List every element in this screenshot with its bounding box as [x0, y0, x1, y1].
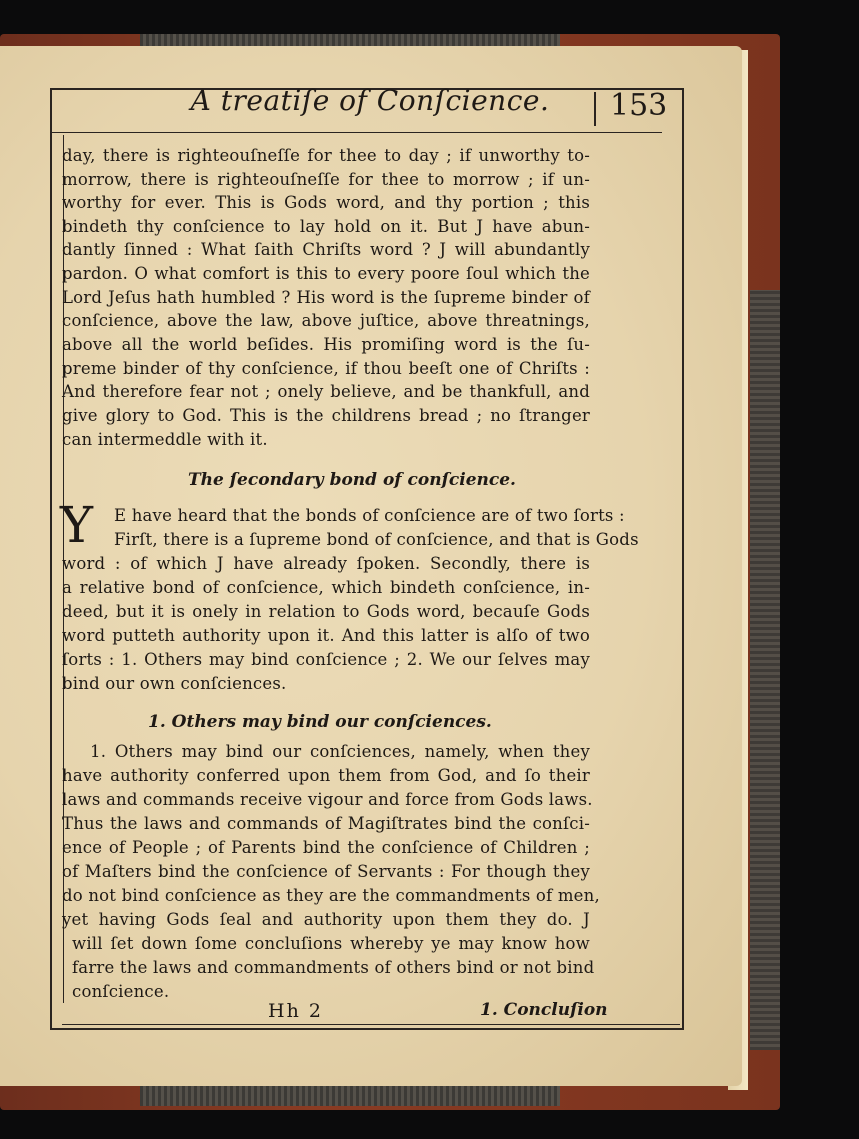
drop-cap: Y [60, 496, 94, 554]
page-number: 153 [610, 88, 668, 123]
book-spine [750, 290, 780, 1050]
text-line: bind our own conſciences. [62, 674, 287, 693]
header-separator [594, 92, 596, 126]
text-line: will ſet down ſome concluſions whereby ye may know how [72, 934, 590, 953]
text-line: morrow, there is righteouſneſſe for thee to morrow ; if un- [62, 170, 590, 189]
section-heading: 1. Others may bind our conſciences. [148, 712, 492, 732]
text-line: word putteth authority upon it. And this latter is alſo of two [62, 626, 590, 645]
text-line: Firſt, there is a ſupreme bond of conſcience, and that is Gods [114, 530, 639, 549]
text-line: dantly ſinned : What ſaith Chriſts word ? J will abundantly [62, 240, 590, 259]
text-line: bindeth thy conſcience to lay hold on it. But J have abun- [62, 217, 590, 236]
text-line: Lord Jeſus hath humbled ? His word is the ſupreme binder of [62, 288, 590, 307]
text-line: worthy for ever. This is Gods word, and thy portion ; this [62, 193, 590, 212]
text-line: give glory to God. This is the childrens bread ; no ſtranger [62, 406, 590, 425]
signature-mark: Hh 2 [268, 1000, 323, 1022]
text-line: can intermeddle with it. [62, 430, 268, 449]
text-line: word : of which J have already ſpoken. Secondly, there is [62, 554, 590, 573]
text-line: yet having Gods ſeal and authority upon them they do. J [62, 910, 590, 929]
text-line: E have heard that the bonds of conſcience are of two ſorts : [114, 506, 625, 525]
text-line: preme binder of thy conſcience, if thou beeſt one of Chriſts : [62, 359, 590, 378]
header-rule [52, 132, 662, 133]
text-line: ſorts : 1. Others may bind conſcience ; 2. We our ſelves may [62, 650, 590, 669]
text-line: day, there is righteouſneſſe for thee to day ; if unworthy to- [62, 146, 590, 165]
catchword [480, 1000, 608, 1020]
text-line: conſcience, above the law, above juſtice, above threatnings, [62, 311, 590, 330]
text-line: deed, but it is onely in relation to Gods word, becauſe Gods [62, 602, 590, 621]
text-line: laws and commands receive vigour and force from Gods laws. [62, 790, 593, 809]
catchword-text: 1. Concluſion [480, 1000, 608, 1020]
text-line: 1. Others may bind our conſciences, namely, when they [90, 742, 590, 761]
text-line: above all the world beſides. His promiſing word is the ſu- [62, 335, 590, 354]
text-line: have authority conferred upon them from God, and ſo their [62, 766, 590, 785]
text-line: conſcience. [72, 982, 170, 1001]
text-line: do not bind conſcience as they are the commandments of men, [62, 886, 600, 905]
text-line: And therefore fear not ; onely believe, and be thankfull, and [62, 382, 590, 401]
text-line: a relative bond of conſcience, which bindeth conſcience, in- [62, 578, 590, 597]
text-line: of Maſters bind the conſcience of Servants : For though they [62, 862, 590, 881]
binding-cloth-bottom [140, 1086, 560, 1106]
text-line: ence of People ; of Parents bind the conſcience of Children ; [62, 838, 590, 857]
section-heading: The ſecondary bond of conſcience. [188, 470, 516, 490]
footer-rule [62, 1024, 680, 1025]
text-line: Thus the laws and commands of Magiſtrates bind the conſci- [62, 814, 590, 833]
text-line: farre the laws and commandments of others bind or not bind [72, 958, 595, 977]
text-line: pardon. O what comfort is this to every poore ſoul which the [62, 264, 590, 283]
running-title: A treatiſe of Conſcience. [190, 84, 550, 117]
